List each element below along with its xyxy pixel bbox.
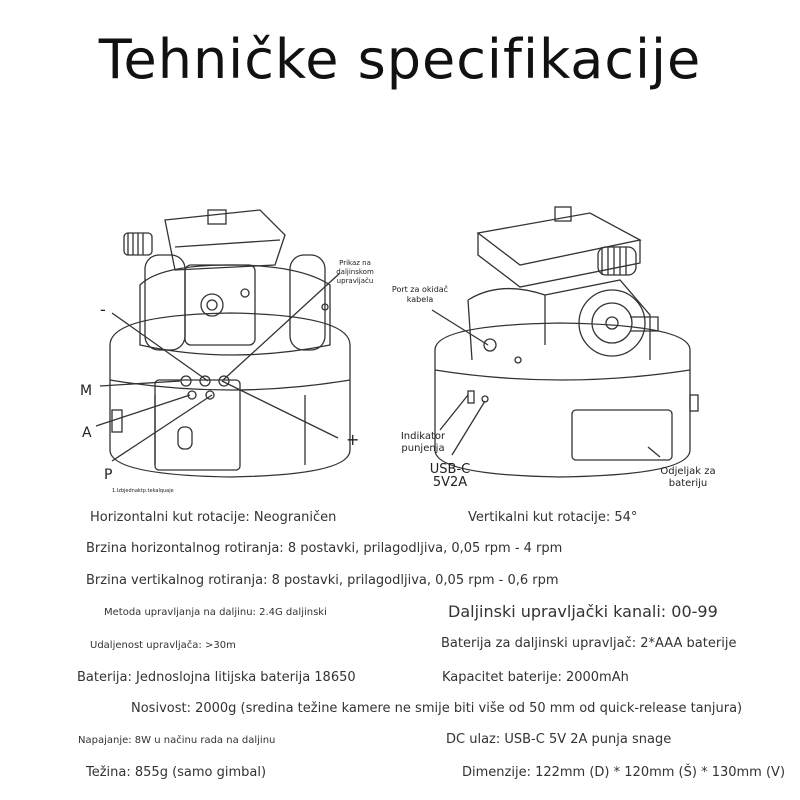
spec-power: Napajanje: 8W u načinu rada na daljinu [78,735,276,746]
spec-remote-distance: Udaljenost upravljača: >30m [90,640,236,651]
display-label-line-3: upravljaču [336,277,374,285]
battery-bay-label-1: Odjeljak za [660,466,716,477]
usb-label-1: USB-C [429,462,471,477]
callout-a: A [82,425,92,441]
spec-horizontal-angle: Horizontalni kut rotacije: Neograničen [90,510,337,525]
spec-battery: Baterija: Jednoslojna litijska baterija 18650 [77,670,356,685]
display-label-line-1: Prikaz na [339,259,371,267]
spec-dc-input: DC ulaz: USB-C 5V 2A punja snage [446,732,672,747]
page-title: Tehničke specifikacije [98,28,702,91]
left-gimbal-drawing [110,210,350,477]
charge-indicator-label-2: punjenja [401,443,445,454]
charge-indicator-label-1: Indikator [400,431,446,442]
spec-dimensions: Dimenzije: 122mm (D) * 120mm (Š) * 130mm (V) [462,765,786,780]
display-label-line-2: daljinskom [336,268,374,276]
battery-bay-label-2: bateriju [668,478,708,489]
usb-label-2: 5V2A [432,475,468,490]
spec-payload: Nosivost: 2000g (sredina težine kamere ne smije biti više od 50 mm od quick-release tanjura) [131,701,743,716]
spec-remote-battery: Baterija za daljinski upravljač: 2*AAA baterije [441,636,737,651]
right-gimbal-drawing [435,207,698,477]
shutter-port-label-2: kabela [406,295,434,304]
shutter-port-label-1: Port za okidač [391,285,449,294]
spec-horizontal-speed: Brzina horizontalnog rotiranja: 8 postavki, prilagodljiva, 0,05 rpm - 4 rpm [86,541,563,556]
spec-remote-method: Metoda upravljanja na daljinu: 2.4G daljinski [104,607,327,618]
spec-battery-capacity: Kapacitet baterije: 2000mAh [442,670,629,685]
callout-m: M [80,383,93,399]
spec-vertical-speed: Brzina vertikalnog rotiranja: 8 postavki, prilagodljiva, 0,05 rpm - 0,6 rpm [86,573,559,588]
spec-weight: Težina: 855g (samo gimbal) [86,765,267,780]
callout-minus: - [100,300,106,319]
spec-remote-channels: Daljinski upravljački kanali: 00-99 [448,602,718,621]
product-diagram [0,185,800,505]
callout-plus: + [346,430,360,449]
left-bottom-caption: 1.Izbjednaktp.tekalquaje [112,488,174,494]
spec-vertical-angle: Vertikalni kut rotacije: 54° [468,510,638,525]
callout-p: P [104,467,113,483]
